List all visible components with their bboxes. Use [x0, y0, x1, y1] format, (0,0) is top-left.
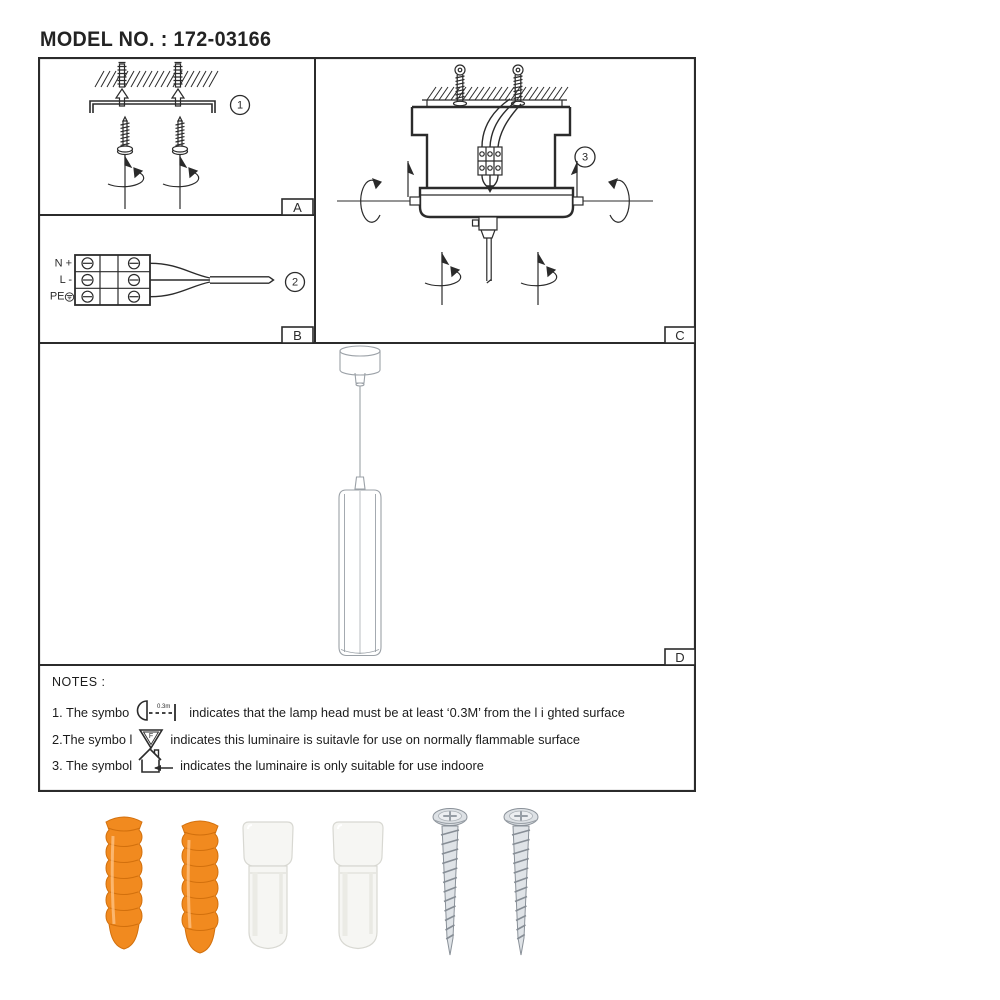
wires-to-cable	[150, 263, 274, 296]
panel-tab-label: C	[675, 328, 685, 343]
terminal-label-live: L -	[59, 274, 72, 286]
distance-label: 0.3m	[157, 704, 171, 710]
panel-tab-label: B	[293, 328, 302, 343]
lamp-cylinder-shade	[339, 490, 381, 656]
min-distance-symbol-icon	[135, 700, 183, 724]
terminal-block-small	[478, 147, 502, 175]
note-text: indicates the luminaire is only suitable for use indoore	[180, 757, 484, 773]
step-number: 1	[236, 99, 244, 112]
lamp-canopy	[340, 346, 380, 386]
terminal-label-neutral: N +	[54, 257, 72, 270]
hardware-parts-row	[90, 800, 570, 980]
step-number: 2	[291, 276, 299, 289]
indoor-use-house-symbol-icon	[138, 746, 174, 776]
rotate-arrow-icon	[425, 252, 461, 305]
cord-grip-and-cable	[473, 217, 498, 283]
wall-plug-photo	[106, 817, 142, 949]
screw-icon	[118, 117, 133, 155]
step-number: 3	[581, 151, 589, 164]
panel-c-canopy-step	[337, 65, 695, 343]
rotate-arrow-icon	[521, 252, 557, 305]
note-prefix: 2.The symbo l	[52, 731, 133, 747]
rotate-arrow-icon	[163, 155, 199, 209]
ceiling-hatch	[427, 87, 568, 100]
notes-section	[40, 667, 694, 790]
note-item	[52, 700, 625, 724]
ceiling-hatch	[95, 71, 218, 87]
note-item	[52, 728, 580, 750]
mounting-screw-photo	[433, 809, 467, 956]
note-prefix: 1. The symbo	[52, 704, 130, 720]
wire-connector-cap-photo	[243, 822, 293, 949]
panel-a-mounting-bracket-step	[90, 63, 313, 216]
terminal-label-earth: PE	[49, 290, 65, 303]
mounting-bracket	[90, 101, 215, 113]
panel-tab-label: D	[675, 650, 685, 665]
model-number-title: MODEL NO. : 172-03166	[40, 28, 272, 51]
supply-wires	[482, 99, 521, 192]
cord-cone	[355, 477, 365, 489]
note-prefix: 3. The symbol	[52, 757, 133, 773]
panel-b-wiring-step	[50, 255, 313, 343]
panel-tab-label: A	[293, 200, 302, 215]
f-mark-letter: F	[149, 733, 154, 740]
earth-ground-icon	[65, 293, 73, 301]
note-item	[52, 754, 484, 776]
wall-plug-photo	[182, 821, 218, 953]
wire-connector-cap-photo	[333, 822, 383, 949]
screw-icon	[173, 117, 188, 155]
note-text: indicates that the lamp head must be at least ‘0.3M’ from the l i ghted surface	[189, 704, 625, 720]
notes-heading: NOTES :	[52, 675, 106, 689]
panel-d-pendant-lamp	[339, 346, 695, 665]
rotate-arrow-icon	[108, 155, 144, 209]
mounting-screw-photo	[504, 809, 538, 956]
note-text: indicates this luminaire is suitavle for use on normally flammable surface	[170, 731, 581, 747]
